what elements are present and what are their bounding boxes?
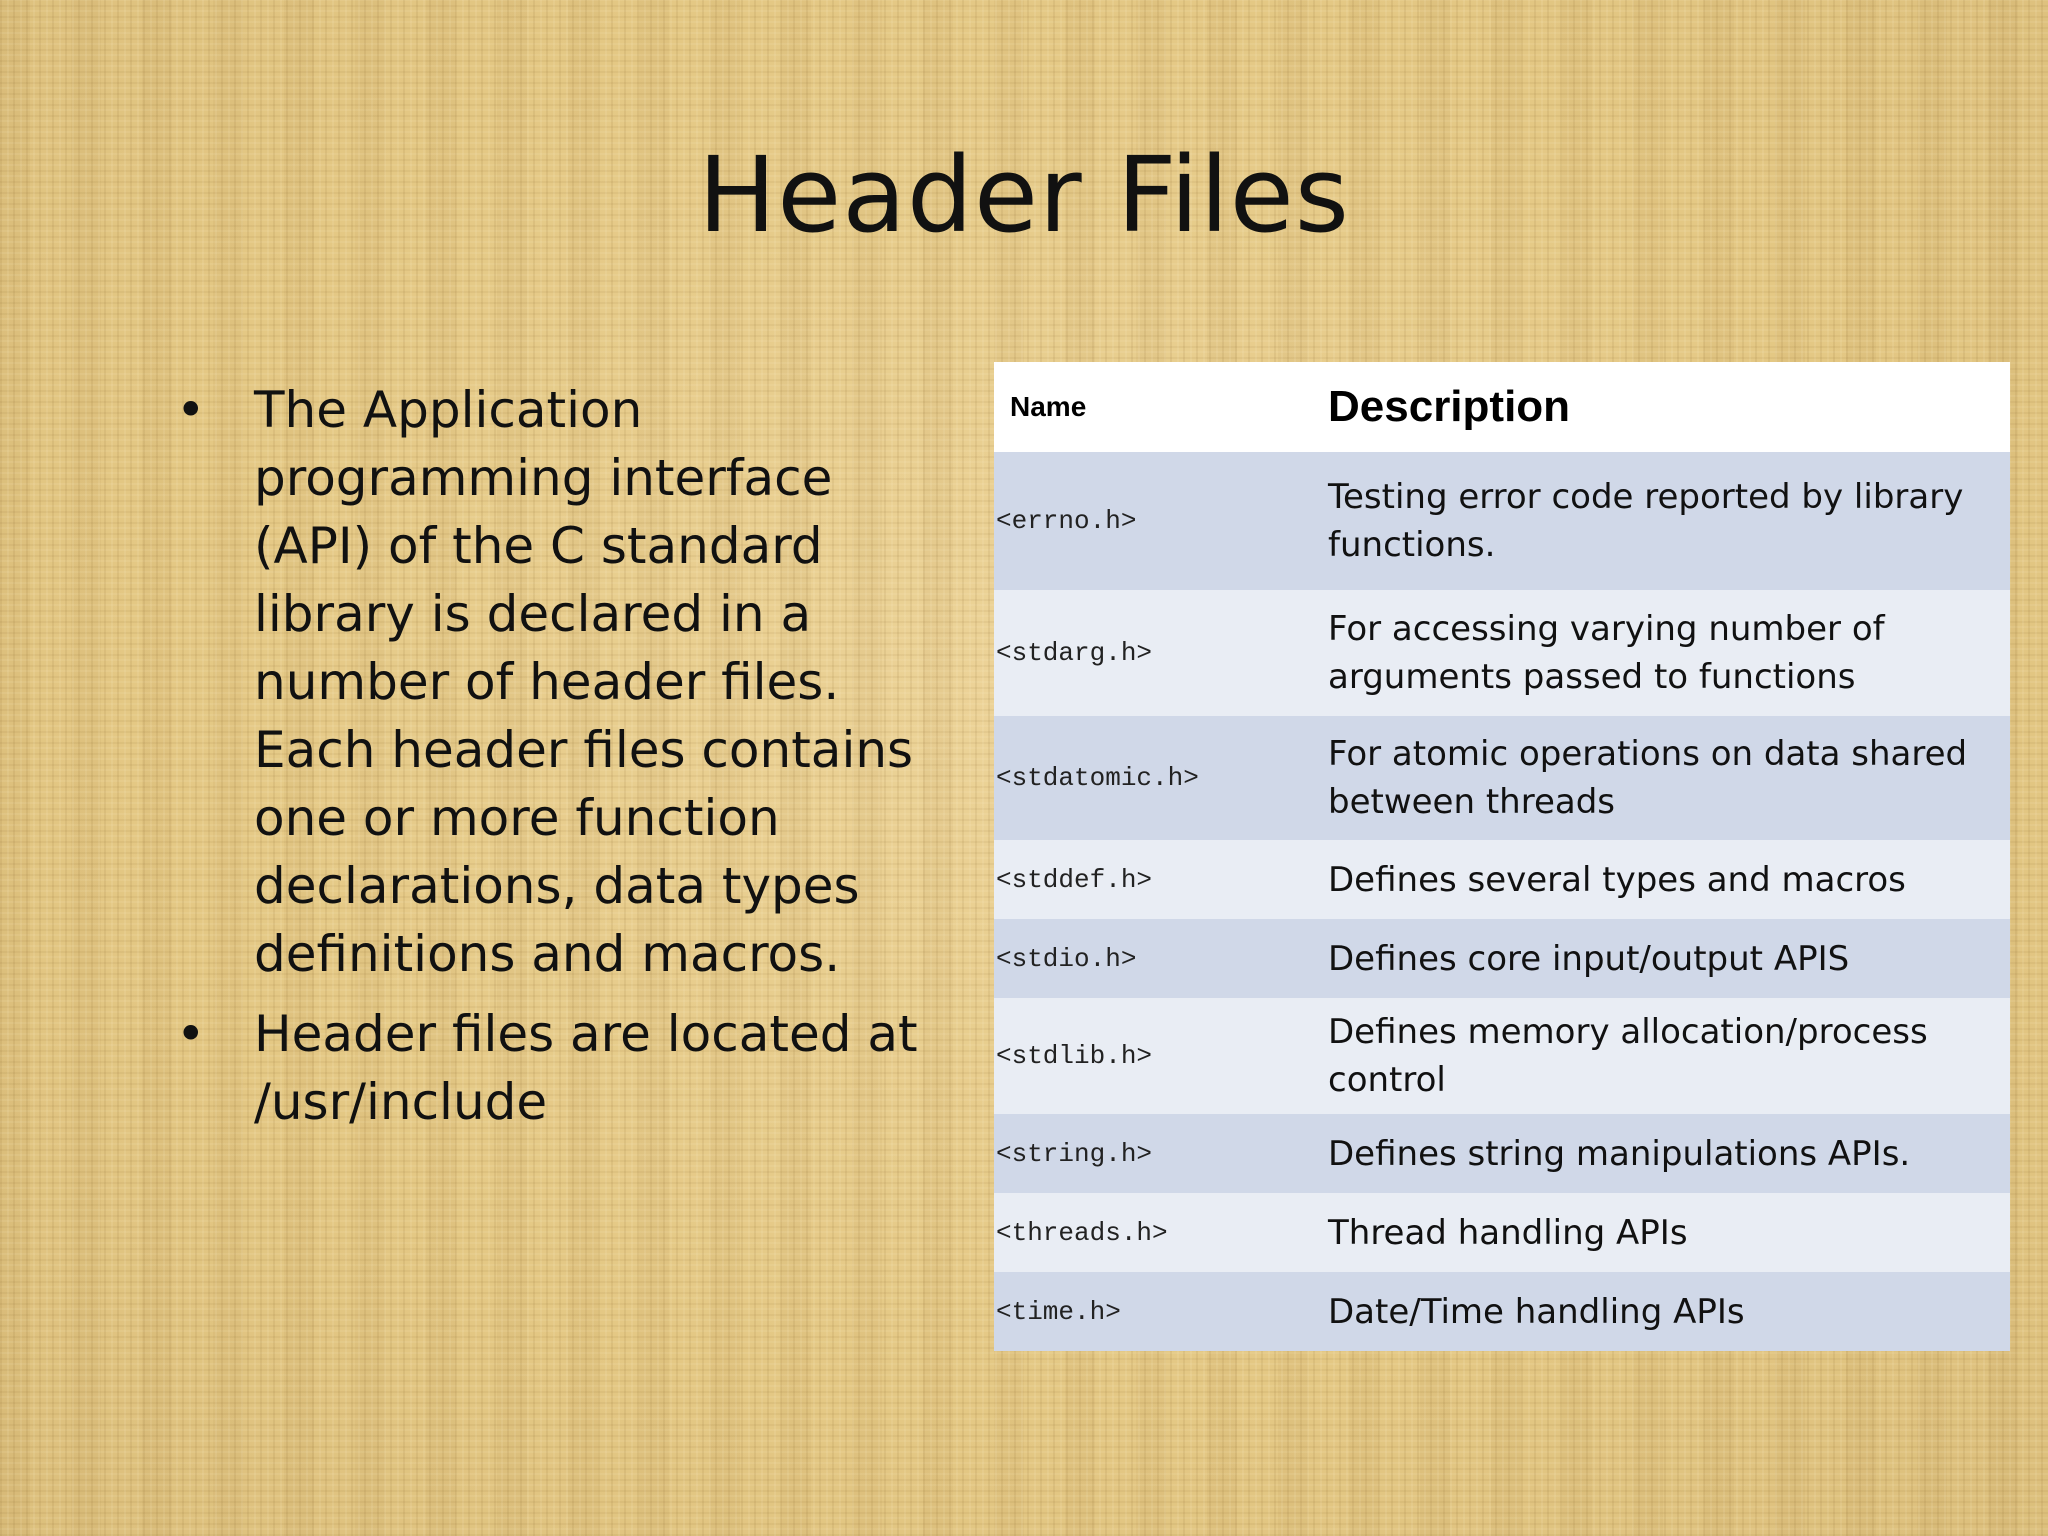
- header-description: Date/Time handling APIs: [1318, 1272, 2010, 1351]
- column-header-name: Name: [994, 362, 1318, 452]
- table-row: [994, 716, 2010, 840]
- header-files-table: [994, 362, 2010, 1351]
- header-name: <stdarg.h>: [994, 590, 1318, 716]
- header-name: <stdatomic.h>: [994, 716, 1318, 840]
- header-description: Thread handling APIs: [1318, 1193, 2010, 1272]
- header-name: <string.h>: [994, 1114, 1318, 1193]
- header-description: For accessing varying number of arguments passed to functions: [1318, 590, 2010, 716]
- header-description: Defines memory allocation/process control: [1318, 998, 2010, 1114]
- header-description: Defines string manipulations APIs.: [1318, 1114, 2010, 1193]
- table-row: [994, 919, 2010, 998]
- column-header-description: Description: [1318, 362, 2010, 452]
- header-description: Testing error code reported by library functions.: [1318, 452, 2010, 590]
- header-name: <threads.h>: [994, 1193, 1318, 1272]
- header-name: <stddef.h>: [994, 840, 1318, 919]
- table-row: [994, 452, 2010, 590]
- table-row: [994, 840, 2010, 919]
- header-description: Defines several types and macros: [1318, 840, 2010, 919]
- table-row: [994, 998, 2010, 1114]
- header-name: <stdlib.h>: [994, 998, 1318, 1114]
- header-description: Defines core input/output APIS: [1318, 919, 2010, 998]
- bullet-item: [170, 376, 930, 988]
- header-name: <time.h>: [994, 1272, 1318, 1351]
- header-name: <errno.h>: [994, 452, 1318, 590]
- bullet-dot-icon: •: [176, 381, 206, 439]
- bullet-list: [170, 376, 930, 1148]
- table-header-row: [994, 362, 2010, 452]
- slide-title: Header Files: [698, 134, 1350, 256]
- header-name: <stdio.h>: [994, 919, 1318, 998]
- table-row: [994, 1193, 2010, 1272]
- table-row: [994, 590, 2010, 716]
- table-row: [994, 1114, 2010, 1193]
- bullet-item: [170, 1000, 930, 1136]
- bullet-dot-icon: •: [176, 1005, 206, 1063]
- bullet-text: Header files are located at /usr/include: [254, 1005, 918, 1131]
- header-description: For atomic operations on data shared between threads: [1318, 716, 2010, 840]
- table-row: [994, 1272, 2010, 1351]
- bullet-text: The Application programming interface (API) of the C standard library is declared in a number of header files. Each header files contains one or more function declarations, data types definitions and macros.: [254, 381, 914, 983]
